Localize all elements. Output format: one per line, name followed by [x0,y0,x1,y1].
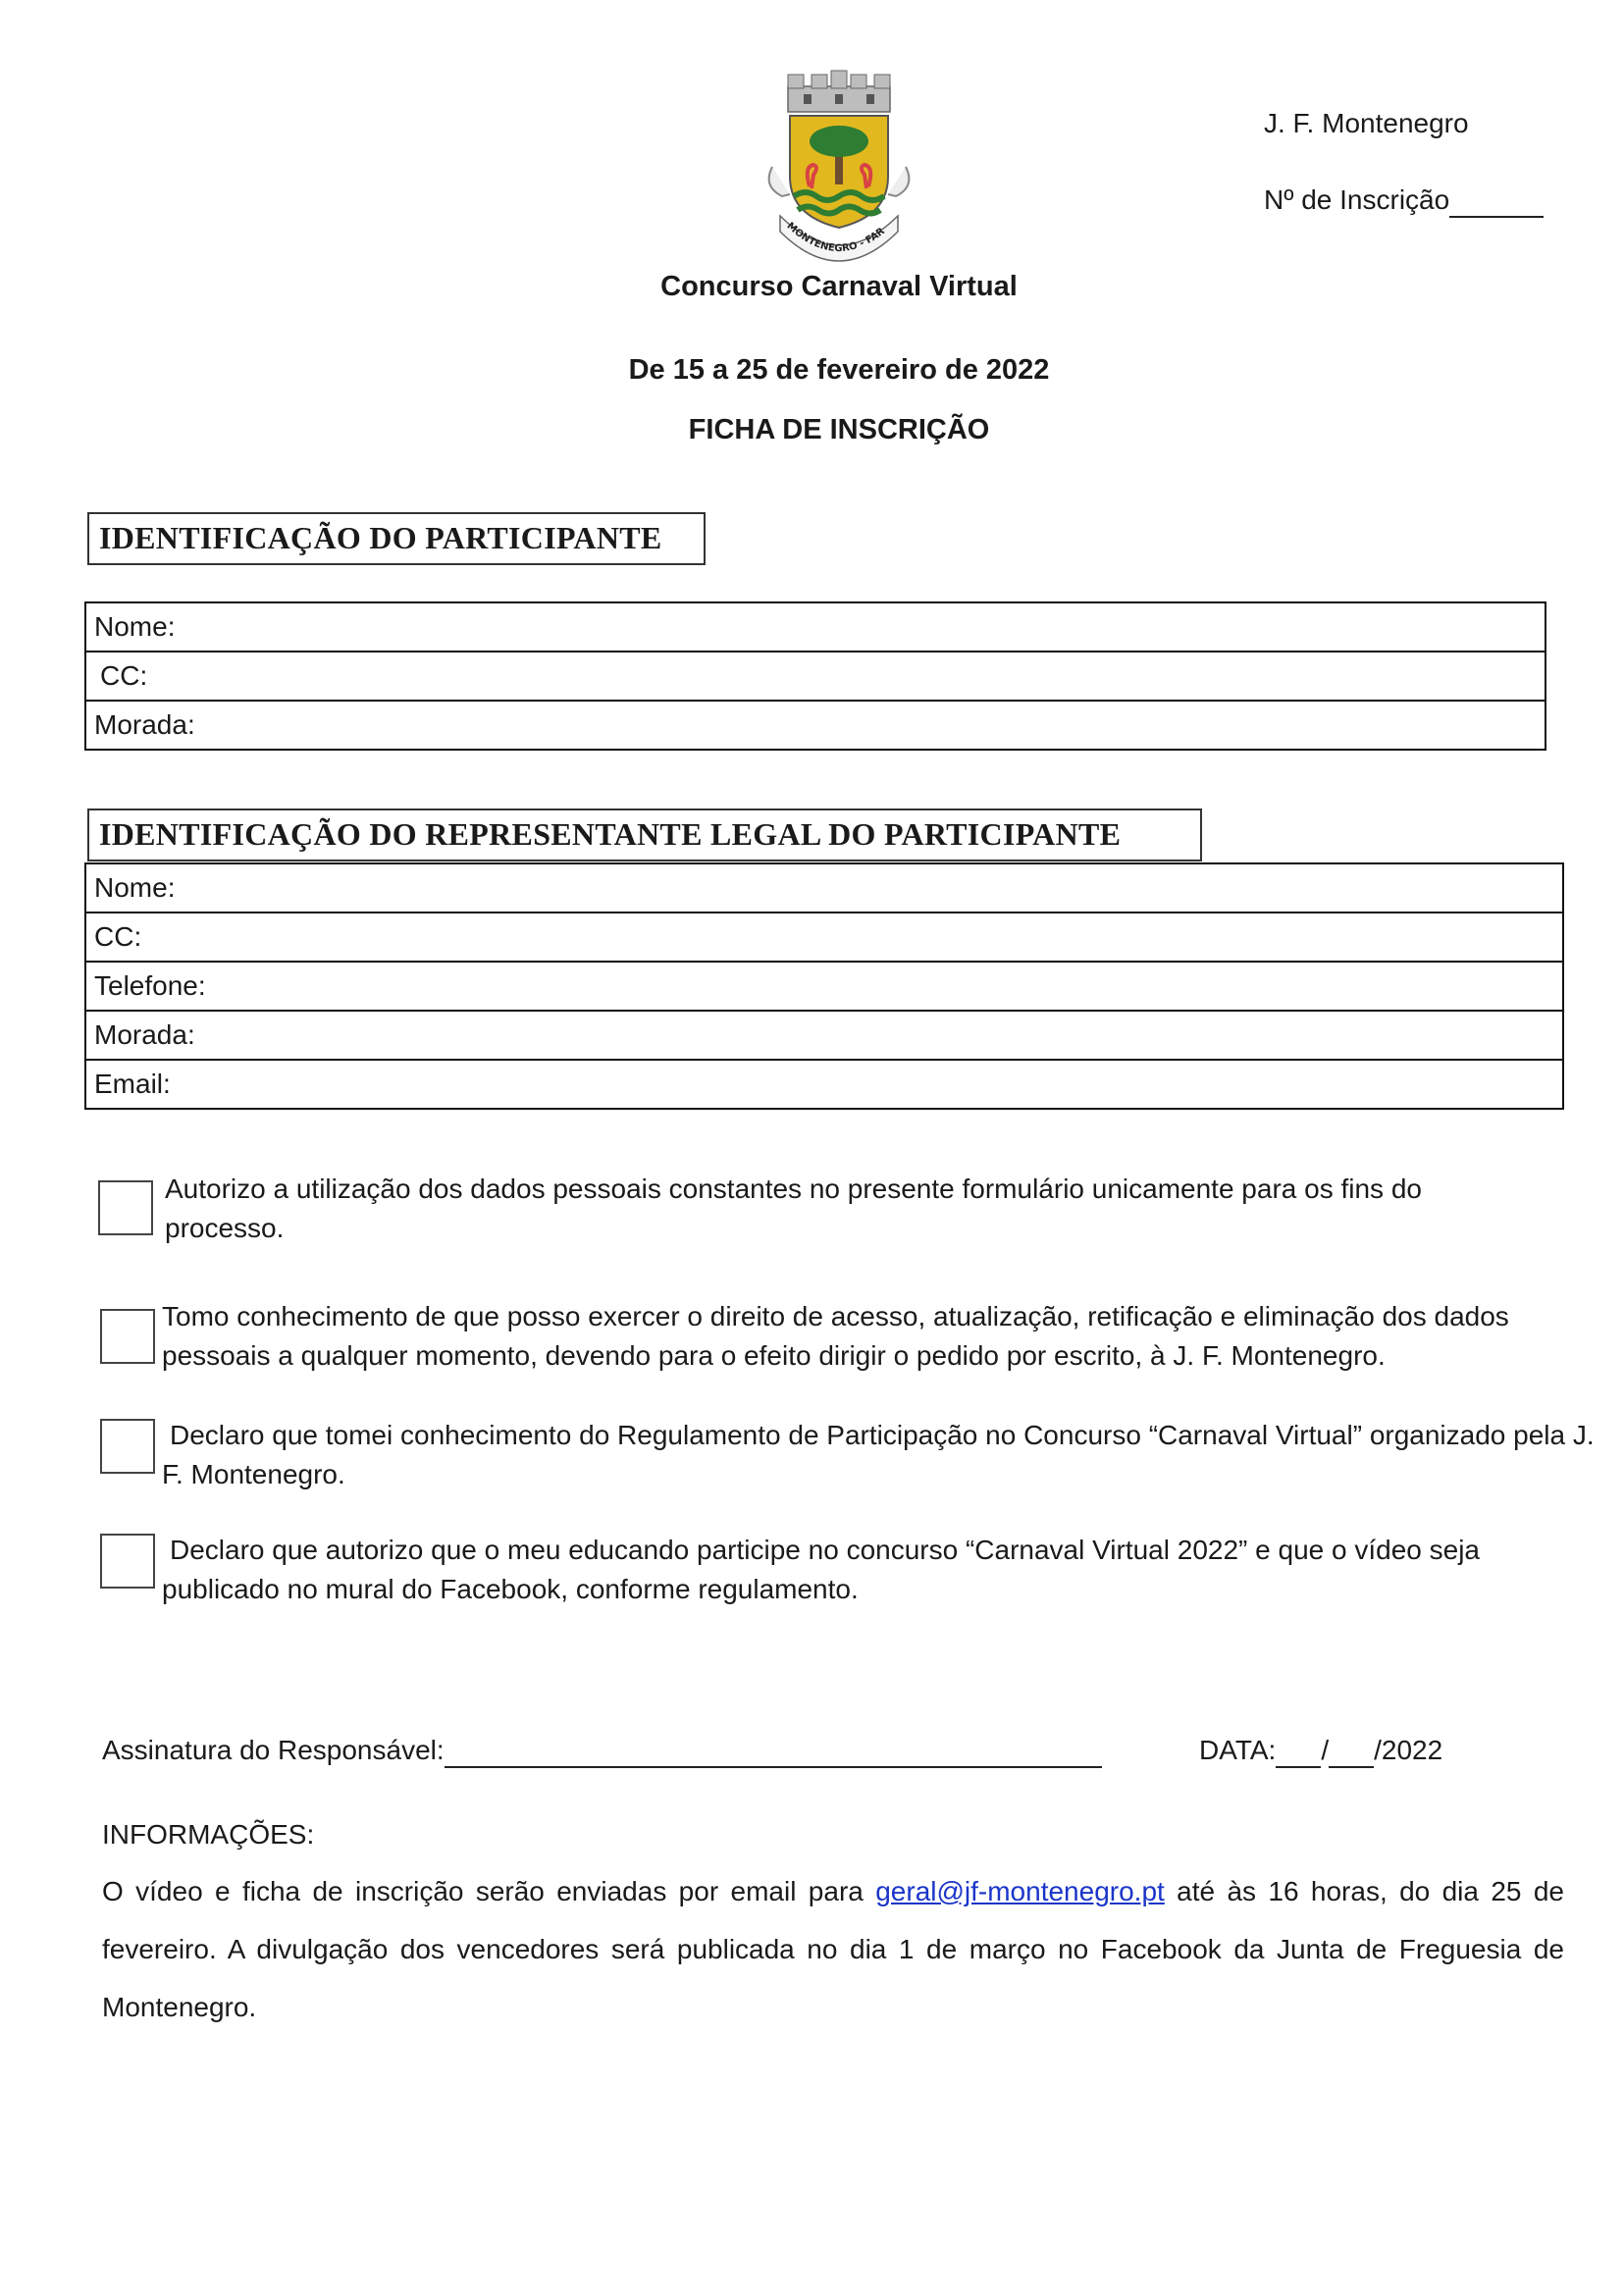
registration-label: Nº de Inscrição [1264,184,1450,215]
participant-name-field[interactable]: Nome: [85,602,1545,652]
page-title: Concurso Carnaval Virtual [660,271,1018,302]
registration-number [1264,184,1544,218]
date-day-blank[interactable] [1276,1735,1321,1768]
consent-text-data-use: Autorizo a utilização dos dados pessoais constantes no presente formulário unicamente para os fins do processo. [165,1174,1422,1243]
consent-checkbox-data-use[interactable] [98,1180,153,1235]
participant-table [84,601,1546,751]
representative-section-title: IDENTIFICAÇÃO DO REPRESENTANTE LEGAL DO PARTICIPANTE [87,808,1202,861]
form-title: FICHA DE INSCRIÇÃO [688,414,990,445]
date-month-blank[interactable] [1329,1735,1374,1768]
org-name: J. F. Montenegro [1264,108,1469,138]
participant-section-title: IDENTIFICAÇÃO DO PARTICIPANTE [87,512,706,565]
date-range: De 15 a 25 de fevereiro de 2022 [628,354,1050,386]
date-row: DATA: / /2022 [1199,1735,1442,1768]
consent-text-data-rights: Tomo conhecimento de que posso exercer o direito de acesso, atualização, retificação e eliminação dos dados pessoais a qualquer momento, devendo para o efeito dirigir o pedido por escrito, à J. F. Montenegro. [162,1301,1509,1371]
registration-blank[interactable] [1449,184,1544,218]
participant-cc-field[interactable]: CC: [85,652,1545,701]
crest-text: MONTENEGRO - FAR [784,220,887,255]
consent-checkbox-video-publication[interactable] [100,1534,155,1589]
date-label: DATA: [1199,1735,1277,1765]
consent-text-regulation: Declaro que tomei conhecimento do Regulamento de Participação no Concurso “Carnaval Virtual” organizado pela J. F. Montenegro. [162,1420,1595,1489]
representative-address-field[interactable]: Morada: [85,1011,1563,1060]
signature-label: Assinatura do Responsável: [102,1735,445,1765]
representative-email-field[interactable]: Email: [85,1060,1563,1109]
date-year: /2022 [1374,1735,1443,1765]
info-heading: INFORMAÇÕES: [102,1819,315,1850]
coat-of-arms-logo [751,69,927,265]
representative-table [84,862,1564,1110]
representative-phone-field[interactable]: Telefone: [85,962,1563,1011]
info-paragraph: O vídeo e ficha de inscrição serão enviadas por email para geral@jf-montenegro.pt até às 16 horas, do dia 25 de fevereiro. A divulgação dos vencedores será publicada no dia 1 de março no Facebook da Junta de Freguesia de Montenegro. [102,1876,1565,2022]
representative-cc-field[interactable]: CC: [85,913,1563,962]
consent-checkbox-regulation[interactable] [100,1419,155,1474]
consent-checkbox-data-rights[interactable] [100,1309,155,1364]
signature-line[interactable] [445,1735,1102,1768]
participant-address-field[interactable]: Morada: [85,701,1545,750]
signature-row [102,1735,1102,1768]
representative-name-field[interactable]: Nome: [85,863,1563,913]
consent-text-video-publication: Declaro que autorizo que o meu educando participe no concurso “Carnaval Virtual 2022” e que o vídeo seja publicado no mural do Facebook, conforme regulamento. [162,1535,1480,1604]
email-link[interactable]: geral@jf-montenegro.pt [875,1876,1165,1906]
